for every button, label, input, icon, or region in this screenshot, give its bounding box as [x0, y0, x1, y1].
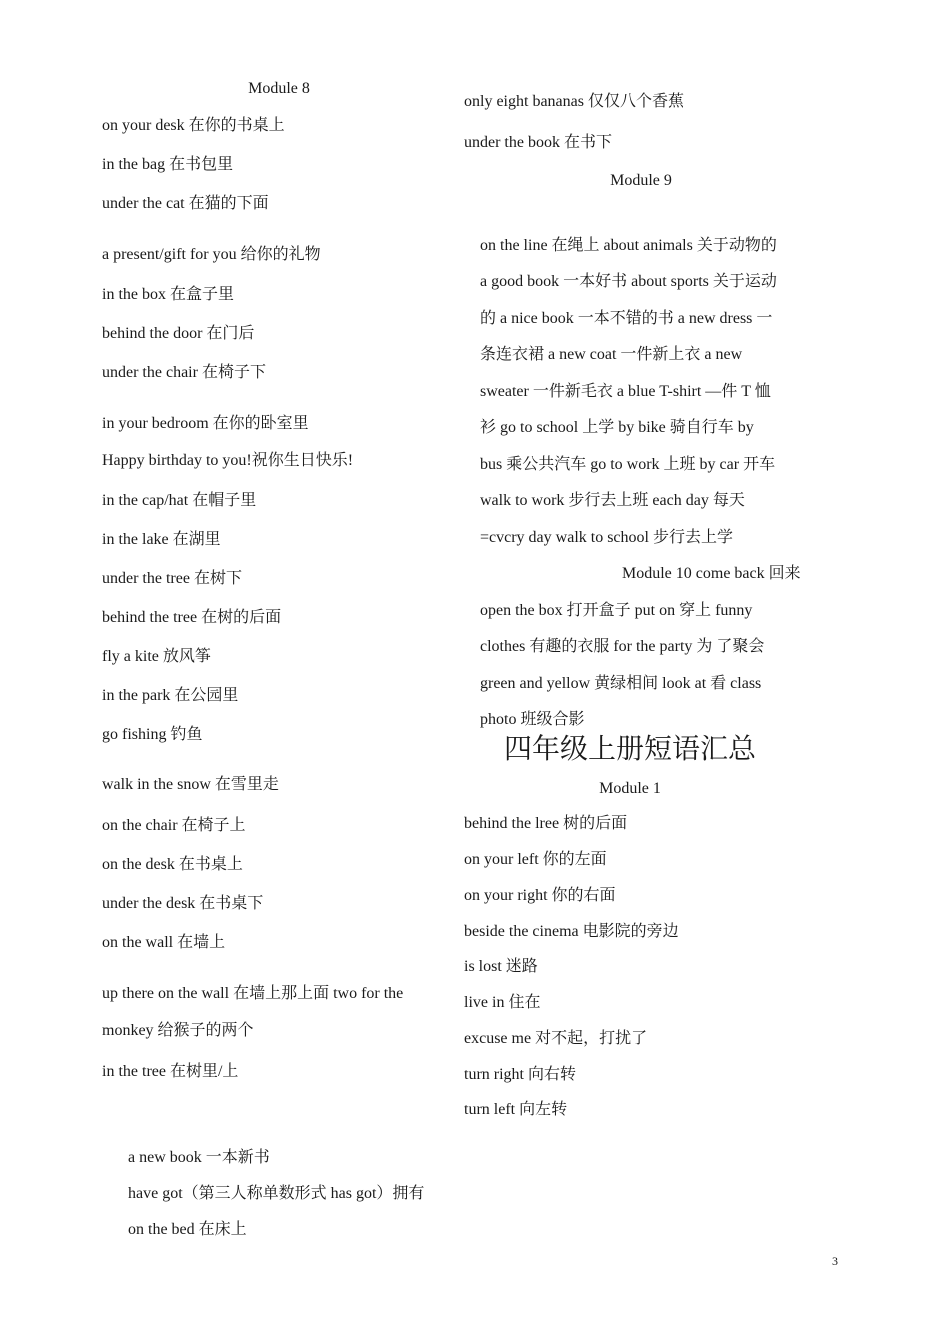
phrase-item: behind the lree 树的后面 — [464, 815, 628, 832]
module-9-line: sweater 一件新毛衣 a blue T-shirt —件 T 恤 — [480, 383, 771, 400]
phrase-item: under the tree 在树下 — [102, 570, 242, 587]
phrase-item: fly a kite 放风筝 — [102, 648, 211, 665]
module-10-line: green and yellow 黄绿相间 look at 看 class — [480, 675, 762, 692]
phrase-item: turn left 向左转 — [464, 1101, 568, 1118]
phrase-item: in your bedroom 在你的卧室里 — [102, 415, 309, 432]
phrase-item: in the cap/hat 在帽子里 — [102, 492, 257, 509]
module-9-line: 条连衣裙 a new coat 一件新上衣 a new — [480, 346, 743, 363]
module-10-line: open the box 打开盒子 put on 穿上 funny — [480, 602, 753, 619]
phrase-item: in the park 在公园里 — [102, 687, 239, 704]
phrase-item: under the desk 在书桌下 — [102, 895, 264, 912]
phrase-item: on your right 你的右面 — [464, 887, 616, 904]
phrase-item: Happy birthday to you!祝你生日快乐! — [102, 452, 354, 469]
module-9-line: a good book 一本好书 about sports 关于运动 — [480, 273, 777, 290]
phrase-item: on the bed 在床上 — [128, 1221, 247, 1238]
module-1-heading: Module 1 — [599, 780, 661, 797]
module-9-line: walk to work 步行去上班 each day 每天 — [480, 492, 745, 509]
phrase-item: in the box 在盒子里 — [102, 286, 234, 303]
phrase-item: a present/gift for you 给你的礼物 — [102, 246, 321, 263]
phrase-item: under the chair 在椅子下 — [102, 364, 266, 381]
phrase-item: go fishing 钓鱼 — [102, 726, 203, 743]
phrase-item: under the cat 在猫的下面 — [102, 195, 269, 212]
phrase-item: monkey 给猴子的两个 — [102, 1022, 254, 1039]
phrase-item: turn right 向右转 — [464, 1066, 576, 1083]
module-9-heading: Module 9 — [610, 172, 672, 189]
phrase-item: in the bag 在书包里 — [102, 156, 234, 173]
phrase-item: on your left 你的左面 — [464, 851, 607, 868]
module-10-line: clothes 有趣的衣服 for the party 为 了聚会 — [480, 638, 765, 655]
phrase-item: up there on the wall 在墙上那上面 two for the — [102, 985, 404, 1002]
phrase-item: behind the tree 在树的后面 — [102, 609, 282, 626]
phrase-item: under the book 在书下 — [464, 134, 612, 151]
module-10-heading: Module 10 come back 回来 — [622, 565, 801, 582]
phrase-item: behind the door 在门后 — [102, 325, 255, 342]
phrase-item: in the lake 在湖里 — [102, 531, 221, 548]
phrase-item: in the tree 在树里/上 — [102, 1063, 239, 1080]
phrase-item: on the desk 在书桌上 — [102, 856, 243, 873]
phrase-item: on your desk 在你的书桌上 — [102, 117, 285, 134]
phrase-item: is lost 迷路 — [464, 958, 538, 975]
phrase-item: walk in the snow 在雪里走 — [102, 776, 279, 793]
phrase-item: excuse me 对不起，打扰了 — [464, 1030, 648, 1047]
phrase-item: a new book 一本新书 — [128, 1149, 270, 1166]
module-9-line: 衫 go to school 上学 by bike 骑自行车 by — [480, 419, 754, 436]
phrase-item: live in 住在 — [464, 994, 541, 1011]
phrase-item: on the wall 在墙上 — [102, 934, 226, 951]
module-8-heading: Module 8 — [248, 80, 310, 97]
module-9-line: 的 a nice book 一本不错的书 a new dress 一 — [480, 310, 773, 327]
section-title: 四年级上册短语汇总 — [503, 734, 756, 765]
phrase-item: beside the cinema 电影院的旁边 — [464, 923, 679, 940]
module-9-line: on the line 在绳上 about animals 关于动物的 — [480, 237, 777, 254]
module-9-line: =cvcry day walk to school 步行去上学 — [480, 529, 733, 546]
phrase-item: only eight bananas 仅仅八个香蕉 — [464, 93, 684, 110]
module-10-line: photo 班级合影 — [480, 711, 585, 728]
phrase-item: on the chair 在椅子上 — [102, 817, 246, 834]
phrase-item: have got（第三人称单数形式 has got）拥有 — [128, 1185, 425, 1202]
module-9-line: bus 乘公共汽车 go to work 上班 by car 开车 — [480, 456, 776, 473]
page-number: 3 — [832, 1254, 838, 1268]
